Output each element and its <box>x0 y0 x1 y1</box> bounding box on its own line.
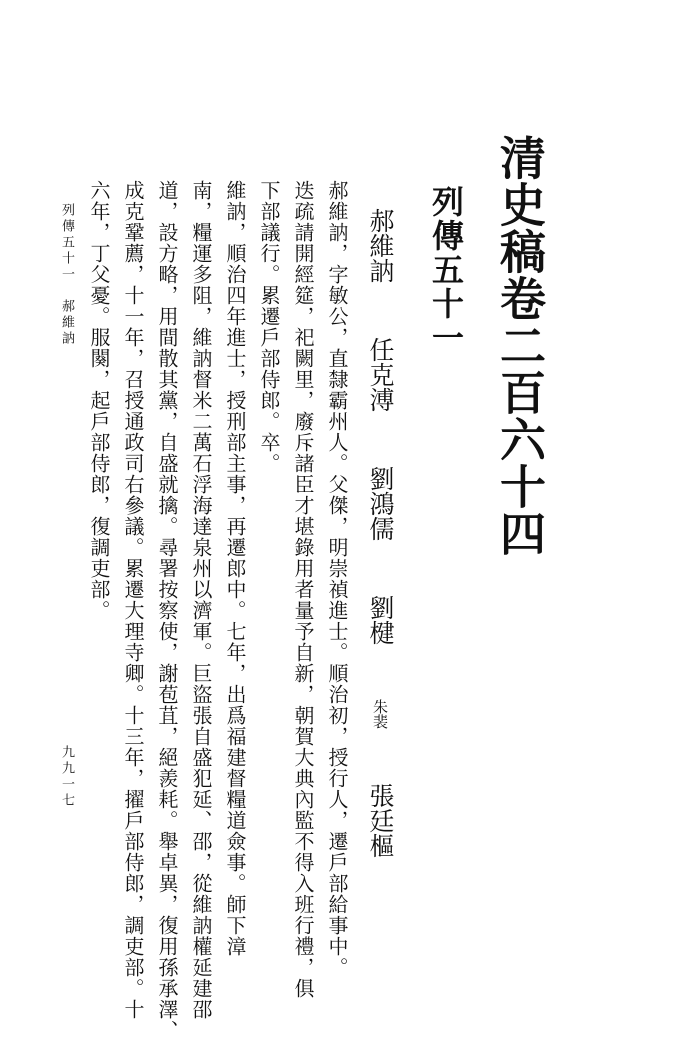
body-text-column: 迭疏請開經筵，祀闕里，廢斥諸臣才堪錄用者量予自新，朝賀大典內監不得入班行禮，俱 <box>291 180 315 999</box>
biographee-list <box>368 208 393 858</box>
running-head: 列傳五十一 郝維訥 <box>59 203 74 347</box>
body-text-column: 郝維訥，字敏公，直隸霸州人。父傑，明崇禎進士。順治初，授行人，遷戶部給事中。 <box>325 180 349 978</box>
biographee-name: 郝維訥 <box>366 208 395 283</box>
page-number: 九九一七 <box>59 745 74 809</box>
body-text-column: 成克鞏薦，十一年，召授通政司右參議。累遷大理寺卿。十三年，擢戶部侍郎，調吏部。十 <box>121 180 145 1020</box>
biographee-appended-note: 朱裴 <box>371 699 389 729</box>
biographee-name: 劉楗 <box>366 595 395 645</box>
body-text-column: 道，設方略，用間散其黨，自盛就擒。尋署按察使，謝苞苴，絕羨耗。舉卓異，復用孫承澤、 <box>155 180 179 1041</box>
chapter-title: 列傳五十一 <box>427 185 465 355</box>
book-title: 清史稿卷二百六十四 <box>493 134 547 557</box>
biographee-name: 劉鴻儒 <box>366 466 395 541</box>
body-text-column: 南，糧運多阻，維訥督米二萬石浮海達泉州以濟軍。巨盜張自盛犯延、邵，從維訥權延建邵 <box>189 180 213 1020</box>
biographee-name: 任克溥 <box>366 337 395 412</box>
biographee-name: 張廷樞 <box>366 783 395 858</box>
body-text-column: 六年，丁父憂。服闋，起戶部侍郎，復調吏部。 <box>87 180 111 621</box>
body-text-column: 維訥，順治四年進士，授刑部主事，再遷郎中。七年，出爲福建督糧道僉事。師下漳 <box>223 180 247 957</box>
body-text-column: 下部議行。累遷戶部侍郎。卒。 <box>257 180 281 474</box>
